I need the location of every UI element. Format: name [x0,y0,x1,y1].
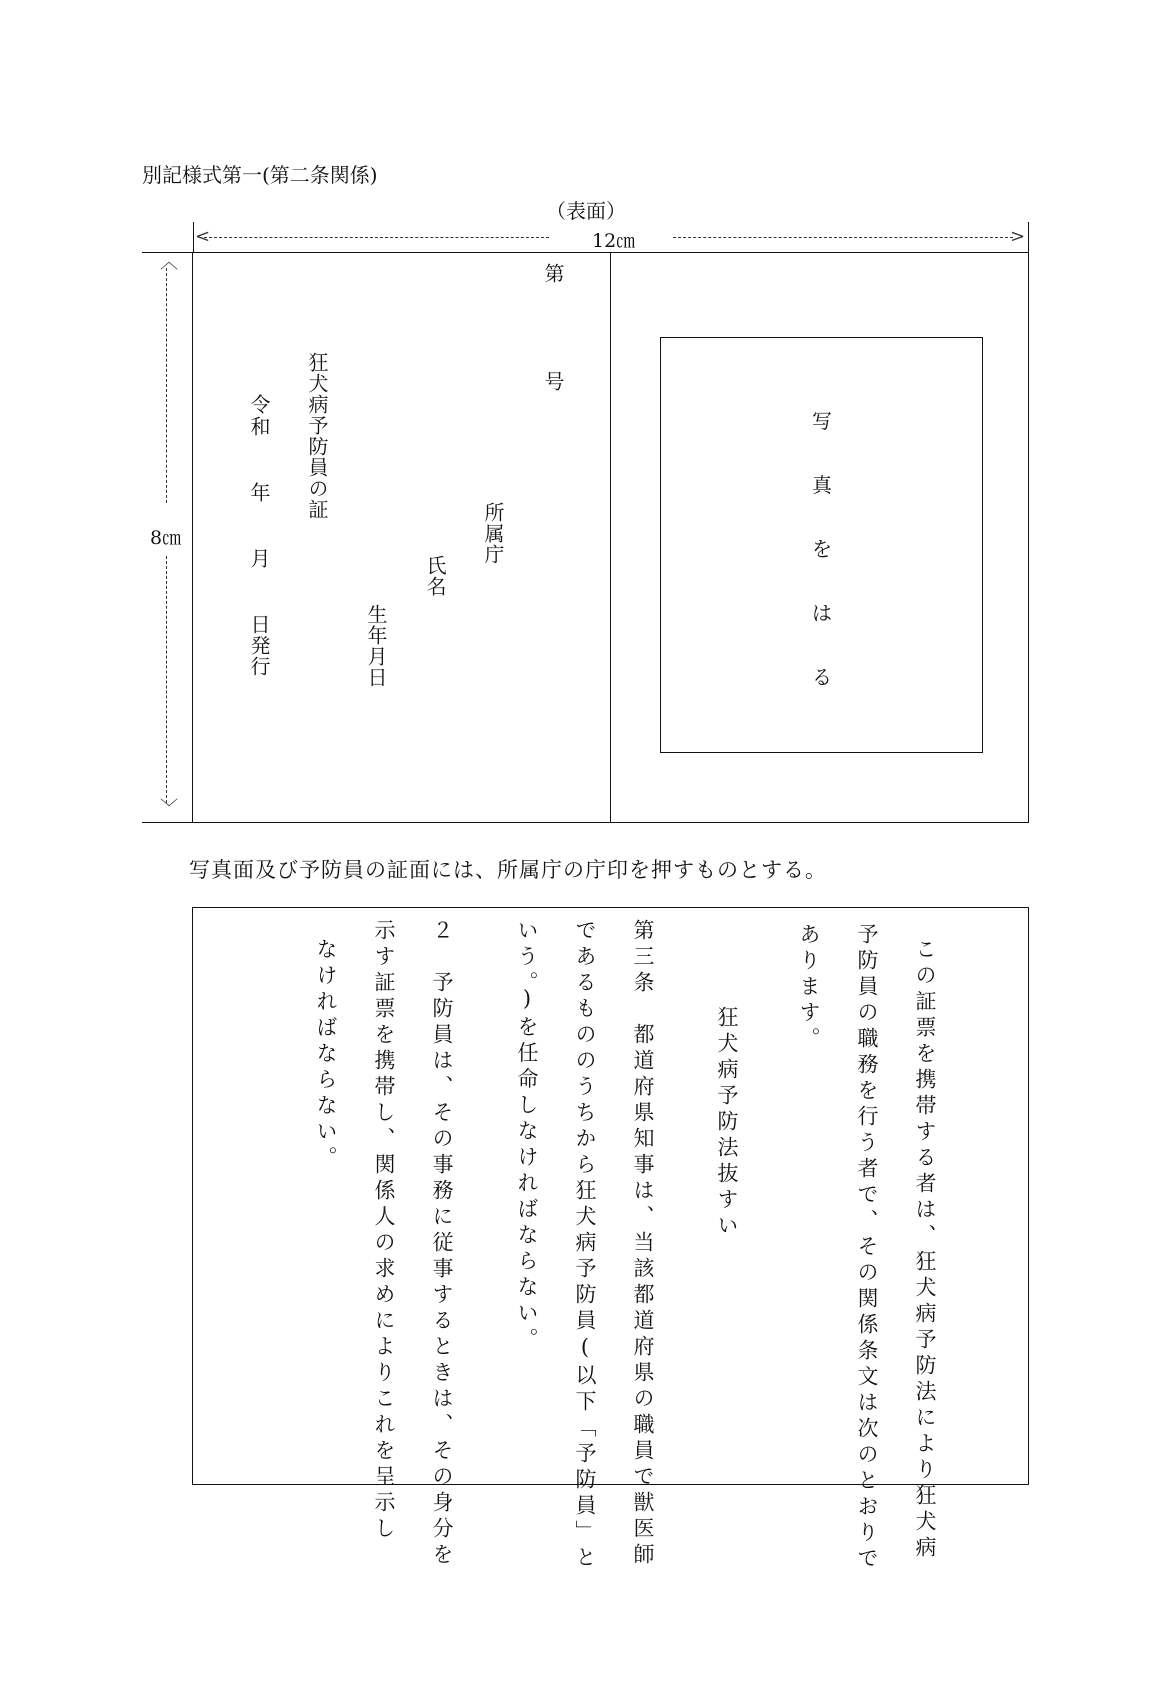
back-text-column: なければならない。 [314,938,338,1172]
width-dim-right-tick [1028,222,1029,252]
name-label: 氏名 [423,555,447,597]
width-dim-line-right [673,237,1013,238]
width-arrow-right-icon: > [1010,226,1026,247]
back-text-column: 示す証票を携帯し、関係人の求めによりこれを呈示し [372,919,396,1543]
photo-char-1: 写 [812,409,832,433]
height-dim-line-bottom [166,556,167,803]
back-text-column: 予防員の職務を行う者で、その関係条文は次のとおりで [855,923,879,1573]
back-text-column: 狂犬病予防法抜すい [715,1006,739,1240]
issue-day: 日発行 [247,614,271,677]
side-label: （表面） [546,199,626,223]
issue-era: 令和 [247,394,271,438]
photo-char-5: る [812,665,832,689]
height-arrow-down-icon: ﹀ [160,798,178,819]
height-dimension-label: 8㎝ [150,527,182,549]
back-text-column: いう。)を任命しなければならない。 [515,919,539,1354]
height-dim-line-top [166,268,167,503]
width-dim-line-left [204,237,549,238]
back-text-column: 第三条 都道府県知事は、当該都道府県の職員で獣医師 [631,919,655,1569]
back-text-column: あります。 [797,923,821,1053]
number-suffix: 号 [541,371,565,391]
width-dimension-label: 12㎝ [592,230,636,252]
card-center-divider [610,252,611,823]
back-text-column: この証票を携帯する者は、狂犬病予防法により狂犬病 [913,938,937,1562]
back-text-column: であるもののうちから狂犬病予防員(以下「予防員」と [573,919,597,1572]
photo-char-2: 真 [812,473,832,497]
height-arrow-up-icon: ︿ [160,252,178,273]
back-text-column: ２ 予防員は、その事務に従事するときは、その身分を [430,919,454,1569]
number-prefix: 第 [541,263,565,283]
photo-char-3: を [812,537,832,561]
certificate-title: 狂犬病予防員の証 [305,352,329,520]
height-dim-bottom-tick [142,822,192,823]
issue-month: 月 [247,548,271,568]
affiliation-label: 所属庁 [481,502,505,565]
stamp-note: 写真面及び予防員の証面には、所属庁の庁印を押すものとする。 [189,858,827,882]
photo-char-4: は [812,601,832,625]
width-dim-left-tick [193,222,194,252]
form-heading: 別記様式第一(第二条関係) [142,163,378,187]
width-arrow-left-icon: < [195,226,211,247]
birthdate-label: 生年月日 [364,604,388,688]
issue-year: 年 [247,482,271,502]
